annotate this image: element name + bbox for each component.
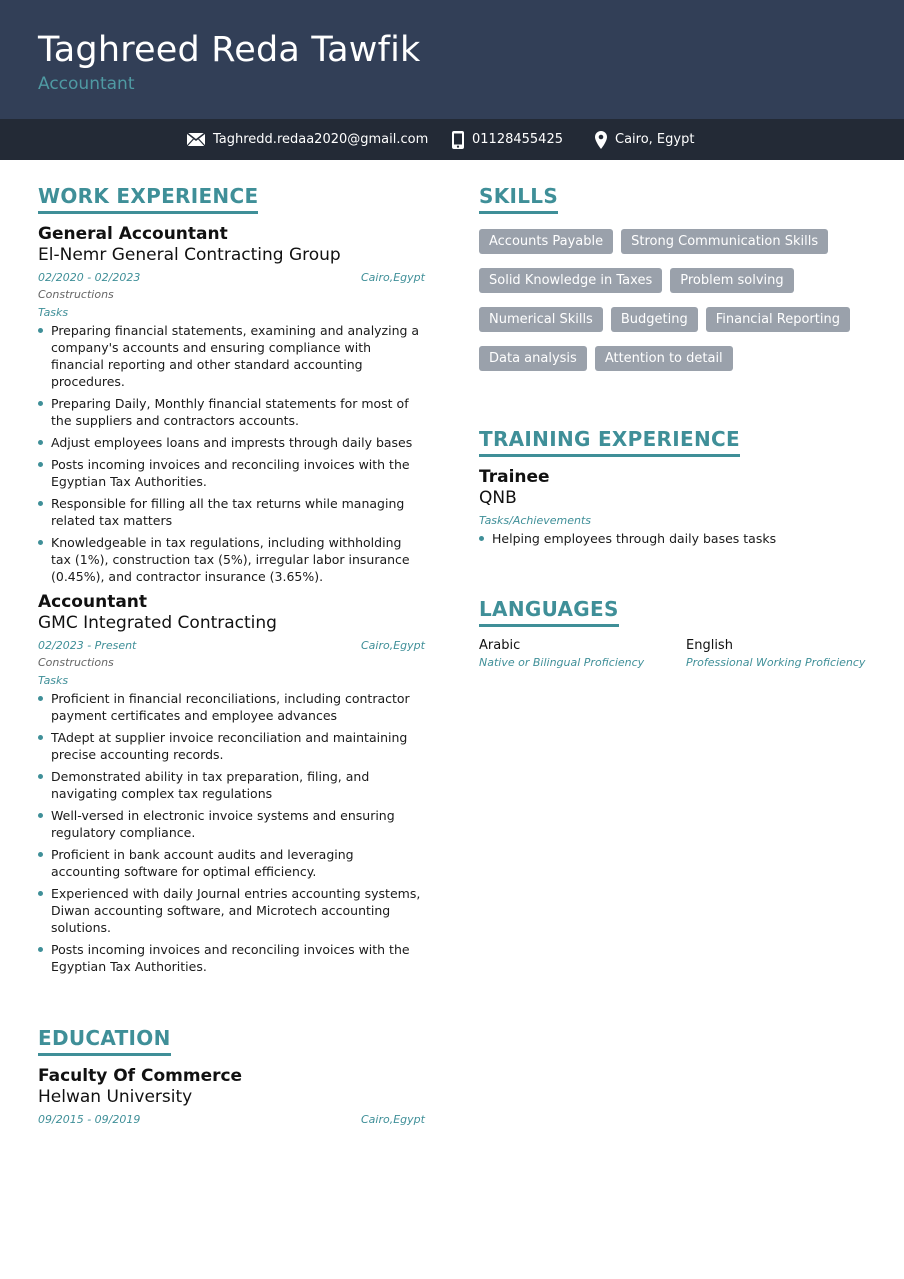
education-heading: EDUCATION xyxy=(38,1026,171,1056)
education-degree: Faculty Of Commerce xyxy=(38,1066,243,1086)
bullet-dot xyxy=(38,852,43,857)
task-text: TAdept at supplier invoice reconciliation and maintaining precise accounting records. xyxy=(51,730,408,762)
contact-bar xyxy=(0,119,904,160)
skill-chip: Attention to detail xyxy=(595,346,733,371)
location-pin-icon xyxy=(595,131,607,149)
job-company: El-Nemr General Contracting Group xyxy=(38,245,341,265)
location-text: Cairo, Egypt xyxy=(615,132,695,147)
skills-list xyxy=(479,229,879,385)
bullet-dot xyxy=(38,501,43,506)
task-text: Posts incoming invoices and reconciling invoices with the Egyptian Tax Authorities. xyxy=(51,942,410,974)
job-location: Cairo,Egypt xyxy=(361,271,425,284)
phone-text: 01128455425 xyxy=(472,132,563,147)
bullet-dot xyxy=(38,735,43,740)
task-text: Helping employees through daily bases tasks xyxy=(492,531,777,546)
job-industry: Constructions xyxy=(38,288,114,301)
bullet-dot xyxy=(38,891,43,896)
list-item xyxy=(38,395,423,429)
skill-chip: Budgeting xyxy=(611,307,698,332)
list-item xyxy=(38,690,423,724)
skill-chip: Numerical Skills xyxy=(479,307,603,332)
list-item xyxy=(38,846,423,880)
training-org: QNB xyxy=(479,488,517,508)
list-item xyxy=(38,729,423,763)
list-item xyxy=(38,885,423,936)
work-experience-heading: WORK EXPERIENCE xyxy=(38,184,258,214)
bullet-dot xyxy=(38,696,43,701)
job-tasks-list xyxy=(38,322,423,590)
skill-chip: Data analysis xyxy=(479,346,587,371)
task-text: Proficient in financial reconciliations, including contractor payment certificates and employee advances xyxy=(51,691,410,723)
skills-heading: SKILLS xyxy=(479,184,558,214)
education-location: Cairo,Egypt xyxy=(361,1113,425,1126)
list-item xyxy=(479,530,879,547)
candidate-name: Taghreed Reda Tawfik xyxy=(38,30,421,70)
list-item xyxy=(38,807,423,841)
resume-header xyxy=(0,0,904,119)
job-title: Accountant xyxy=(38,592,148,612)
list-item xyxy=(38,322,423,390)
education-school: Helwan University xyxy=(38,1087,193,1107)
job-company: GMC Integrated Contracting xyxy=(38,613,277,633)
education-dates: 09/2015 - 09/2019 xyxy=(38,1113,141,1126)
task-text: Proficient in bank account audits and leveraging accounting software for optimal efficiency. xyxy=(51,847,354,879)
bullet-dot xyxy=(38,774,43,779)
skill-chip: Solid Knowledge in Taxes xyxy=(479,268,662,293)
contact-location xyxy=(595,119,694,160)
envelope-icon xyxy=(187,133,205,146)
bullet-dot xyxy=(38,440,43,445)
job-tasks-label: Tasks xyxy=(38,674,69,687)
job-location: Cairo,Egypt xyxy=(361,639,425,652)
list-item xyxy=(38,434,423,451)
bullet-dot xyxy=(38,947,43,952)
task-text: Well-versed in electronic invoice systems and ensuring regulatory compliance. xyxy=(51,808,395,840)
job-title: General Accountant xyxy=(38,224,228,244)
bullet-dot xyxy=(479,536,484,541)
job-tasks-list xyxy=(38,690,423,980)
task-text: Experienced with daily Journal entries accounting systems, Diwan accounting software, and Microtech accounting solutions. xyxy=(51,886,421,935)
list-item xyxy=(38,534,423,585)
phone-icon xyxy=(452,131,464,149)
list-item xyxy=(38,941,423,975)
bullet-dot xyxy=(38,401,43,406)
skill-chip: Accounts Payable xyxy=(479,229,613,254)
bullet-dot xyxy=(38,813,43,818)
skill-chip: Strong Communication Skills xyxy=(621,229,828,254)
bullet-dot xyxy=(38,328,43,333)
list-item xyxy=(38,495,423,529)
training-tasks-label: Tasks/Achievements xyxy=(479,514,591,527)
task-text: Preparing financial statements, examining and analyzing a company's accounts and ensuring compliance with financial reporting and other standard accounting procedures. xyxy=(51,323,420,389)
job-tasks-label: Tasks xyxy=(38,306,69,319)
language-name: Arabic xyxy=(479,638,521,653)
training-heading: TRAINING EXPERIENCE xyxy=(479,427,740,457)
contact-email[interactable] xyxy=(187,119,428,160)
language-level: Professional Working Proficiency xyxy=(686,656,866,669)
task-text: Posts incoming invoices and reconciling invoices with the Egyptian Tax Authorities. xyxy=(51,457,410,489)
language-name: English xyxy=(686,638,733,653)
skill-chip: Financial Reporting xyxy=(706,307,850,332)
contact-phone[interactable] xyxy=(452,119,563,160)
job-dates: 02/2020 - 02/2023 xyxy=(38,271,141,284)
task-text: Adjust employees loans and imprests through daily bases xyxy=(51,435,413,450)
training-tasks-list xyxy=(479,530,879,552)
bullet-dot xyxy=(38,462,43,467)
languages-heading: LANGUAGES xyxy=(479,597,619,627)
job-industry: Constructions xyxy=(38,656,114,669)
training-role: Trainee xyxy=(479,467,550,487)
task-text: Knowledgeable in tax regulations, including withholding tax (1%), construction tax (5%), irregular labor insurance (0.45%), and contractor insurance (3.65%). xyxy=(51,535,410,584)
skill-chip: Problem solving xyxy=(670,268,793,293)
task-text: Responsible for filling all the tax returns while managing related tax matters xyxy=(51,496,405,528)
list-item xyxy=(38,768,423,802)
email-text: Taghredd.redaa2020@gmail.com xyxy=(213,132,429,147)
list-item xyxy=(38,456,423,490)
candidate-role: Accountant xyxy=(38,74,135,94)
bullet-dot xyxy=(38,540,43,545)
language-level: Native or Bilingual Proficiency xyxy=(479,656,645,669)
job-dates: 02/2023 - Present xyxy=(38,639,137,652)
task-text: Preparing Daily, Monthly financial statements for most of the suppliers and contractors accounts. xyxy=(51,396,409,428)
task-text: Demonstrated ability in tax preparation, filing, and navigating complex tax regulations xyxy=(51,769,370,801)
